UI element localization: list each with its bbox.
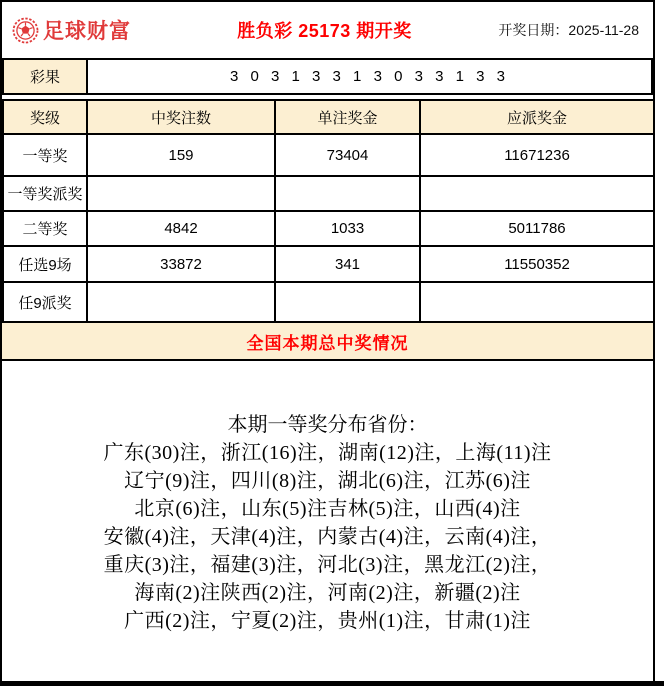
distribution-line: 北京(6)注，山东(5)注吉林(5)注，山西(4)注: [134, 498, 521, 520]
distribution-line: 广西(2)注，宁夏(2)注，贵州(1)注，甘肃(1)注: [124, 610, 531, 632]
draw-date: 开奖日期：2025-11-28: [498, 22, 639, 38]
result-numbers-value: 3 0 3 1 3 3 1 3 0 3 3 1 3 3: [87, 59, 652, 94]
page-title: 胜负彩 25173 期开奖: [237, 21, 412, 41]
prize-level: 一等奖: [3, 134, 87, 176]
total-prize: 5011786: [420, 211, 654, 246]
prize-table: [2, 99, 655, 323]
total-prize: [420, 176, 654, 211]
col-header-level: 奖级: [3, 100, 87, 134]
result-numbers-table: [2, 58, 653, 95]
winner-count: [87, 282, 275, 322]
prize-level: 任9派奖: [3, 282, 87, 322]
winner-count: [87, 176, 275, 211]
prize-level: 二等奖: [3, 211, 87, 246]
distribution-title: 本期一等奖分布省份：: [227, 414, 428, 436]
table-row: [3, 176, 654, 211]
prize-level: 一等奖派奖: [3, 176, 87, 211]
bottom-divider-bar: [0, 681, 664, 686]
col-header-total-prize: 应派奖金: [420, 100, 654, 134]
total-prize: 11671236: [420, 134, 654, 176]
winner-count: 159: [87, 134, 275, 176]
total-prize: [420, 282, 654, 322]
table-row: [3, 282, 654, 322]
winner-count: 33872: [87, 246, 275, 282]
single-prize: [275, 282, 420, 322]
soccer-ball-seal-icon: [12, 17, 39, 44]
prize-table-header-row: [3, 100, 654, 134]
single-prize: 73404: [275, 134, 420, 176]
winner-count: 4842: [87, 211, 275, 246]
distribution-line: 海南(2)注陕西(2)注，河南(2)注，新疆(2)注: [134, 582, 521, 604]
result-numbers-row: [3, 59, 652, 94]
distribution-line: 辽宁(9)注，四川(8)注，湖北(6)注，江苏(6)注: [124, 470, 531, 492]
single-prize: [275, 176, 420, 211]
table-row: [3, 211, 654, 246]
table-row: [3, 134, 654, 176]
brand-name: 足球财富: [43, 20, 131, 43]
distribution-line: 安徽(4)注，天津(4)注，内蒙古(4)注，云南(4)注，: [103, 526, 552, 548]
distribution-line: 广东(30)注，浙江(16)注，湖南(12)注，上海(11)注: [103, 442, 552, 464]
section-banner-title: 全国本期总中奖情况: [246, 333, 409, 353]
col-header-single-prize: 单注奖金: [275, 100, 420, 134]
header: [2, 2, 653, 58]
single-prize: 341: [275, 246, 420, 282]
col-header-count: 中奖注数: [87, 100, 275, 134]
total-prize: 11550352: [420, 246, 654, 282]
prize-level: 任选9场: [3, 246, 87, 282]
brand-logo: [12, 15, 182, 45]
section-banner: [2, 321, 653, 361]
single-prize: 1033: [275, 211, 420, 246]
distribution-line: 重庆(3)注，福建(3)注，河北(3)注，黑龙江(2)注，: [103, 554, 552, 576]
result-row-label: 彩果: [3, 59, 87, 94]
table-row: [3, 246, 654, 282]
province-distribution: [2, 361, 653, 635]
